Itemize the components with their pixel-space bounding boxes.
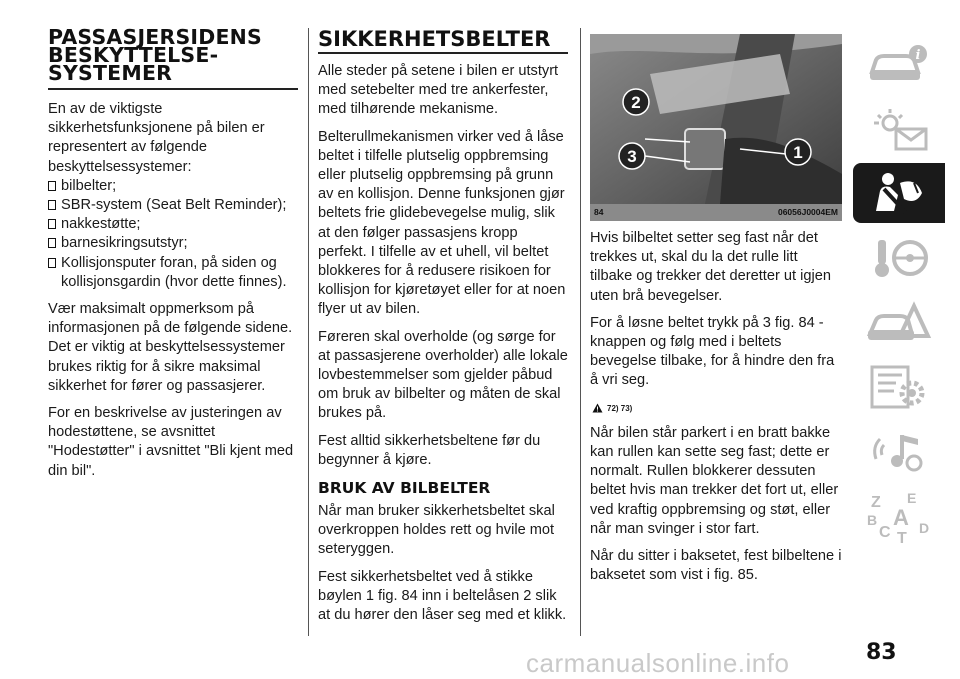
list-item: SBR-system (Seat Belt Reminder);: [48, 196, 298, 215]
protection-systems-list: [48, 177, 298, 292]
tab-starting-driving[interactable]: [853, 228, 945, 288]
watermark: carmanualsonline.info: [526, 648, 790, 678]
tab-index[interactable]: [853, 486, 945, 546]
title-underline: [48, 88, 298, 90]
warning-lights-icon: [866, 107, 932, 151]
tab-multimedia[interactable]: [853, 421, 945, 481]
chapter-sidebar: [853, 34, 945, 550]
tab-safety[interactable]: [853, 163, 945, 223]
callout-3-label: 3: [627, 147, 637, 166]
list-item: bilbelter;: [48, 177, 298, 196]
page-number: 83: [866, 640, 897, 665]
paragraph: Vær maksimalt oppmerksom på informasjonen på de følgende sidene. Det er viktig at beskyttelsessystemer brukes riktig for å sikre maksimal sikkerhet for fører og passasjerer.: [48, 301, 293, 394]
tab-warning-lights[interactable]: [853, 99, 945, 159]
figure-number: 84: [594, 206, 604, 217]
figure-caption: [590, 204, 842, 221]
index-letter: Z: [871, 493, 881, 511]
title-line: PASSASJERSIDENS: [48, 25, 262, 49]
tab-car-info[interactable]: [853, 34, 945, 94]
subsection-title-using-belts: BRUK AV BILBELTER: [318, 479, 491, 498]
index-letter: C: [879, 523, 891, 541]
paragraph: Fest sikkerhetsbeltet ved å stikke bøylen 1 fig. 84 inn i beltelåsen 2 slik at du hører den låser seg med et klikk.: [318, 568, 567, 624]
column-1: [48, 25, 298, 489]
svg-text:i: i: [915, 48, 921, 63]
warning-reference: [592, 399, 842, 418]
paragraph: Alle steder på setene i bilen er utstyrt med setebelter med tre ankerfester, med tilhørende mekanisme.: [318, 63, 559, 118]
list-item: nakkestøtte;: [48, 215, 298, 234]
emergency-icon: [866, 300, 932, 344]
paragraph: For å løsne beltet trykk på 3 fig. 84 -knappen og følg med i beltets bevegelse tilbake, for å hindre den fra å vri seg.: [590, 314, 835, 389]
callout-1-label: 1: [793, 143, 803, 162]
column-divider: [580, 28, 581, 636]
tab-maintenance[interactable]: [853, 357, 945, 417]
index-letter: A: [893, 504, 909, 530]
list-item: Kollisjonsputer foran, på siden og kollisjonsgardin (hvor dette finnes).: [48, 254, 298, 292]
title-underline: [318, 52, 568, 54]
figure-code: 06056J0004EM: [777, 206, 838, 217]
list-item: barnesikringsutstyr;: [48, 234, 298, 253]
callout-2-label: 2: [631, 93, 641, 112]
safety-icon: [866, 169, 932, 217]
paragraph: Fest alltid sikkerhetsbeltene før du begynner å kjøre.: [318, 432, 541, 468]
tab-emergency[interactable]: [853, 292, 945, 352]
title-line: BESKYTTELSE-: [48, 43, 219, 67]
multimedia-icon: [866, 429, 932, 473]
section-title-protection-systems: [48, 25, 298, 85]
car-info-icon: [866, 42, 932, 86]
warning-triangle-icon: [592, 403, 603, 413]
index-icon: [863, 489, 935, 543]
paragraph: Føreren skal overholde (og sørge for at passasjerene overholder) alle lokale lovbestemmelser som gjelder påbud om bruk av bilbelter og måten de skal brukes på.: [318, 328, 568, 422]
column-3: [590, 34, 842, 593]
index-letter: E: [907, 489, 917, 506]
starting-driving-icon: [866, 236, 932, 280]
section-title-seat-belts: SIKKERHETSBELTER: [318, 27, 551, 51]
column-divider: [308, 28, 309, 636]
index-letter: D: [919, 519, 930, 536]
paragraph: Når man bruker sikkerhetsbeltet skal overkroppen holdes rett og hvile mot seteryggen.: [318, 503, 555, 558]
column-2: [318, 28, 568, 633]
paragraph: For en beskrivelse av justeringen av hodestøttene, se avsnittet "Hodestøtter" i avsnittet "Bli kjent med din bil".: [48, 405, 294, 479]
intro-paragraph: En av de viktigste sikkerhetsfunksjonene på bilen er representert av følgende beskyttelsessystemer:: [48, 101, 265, 175]
warning-refs: 72) 73): [607, 403, 633, 413]
seat-belt-illustration: [590, 34, 842, 204]
paragraph: Belterullmekanismen virker ved å låse beltet i tilfelle plutselig oppbremsing eller plutselig oppbremsing på grunn av en kollisjon. Denne funksjonen gjør beltets frie glidebevegelse mulig, slik at den følger passasjens kropp perfekt. I tilfelle av et uhell, vil beltet blokkeres for å redusere risikoen for kollisjon for kjøretøyet eller for at noen flyer ut av bilen.: [318, 128, 566, 318]
paragraph: Når bilen står parkert i en bratt bakke kan rullen kan sette seg fast; dette er normalt. Rullen blokkerer dessuten beltet hvis man trekker det fort ut, eller ved kraftig oppbremsing og støt, eller når man svinger i stor fart.: [590, 424, 839, 537]
paragraph: Hvis bilbeltet setter seg fast når det trekkes ut, skal du la det rulle litt tilbake og trekker det deretter ut igjen uten brå bevegelser.: [590, 230, 831, 304]
figure-84-seat-belt-photo: [590, 34, 842, 204]
index-letter: T: [897, 529, 907, 543]
title-line: SYSTEMER: [48, 61, 173, 85]
maintenance-icon: [866, 363, 932, 411]
index-letter: B: [867, 511, 878, 528]
paragraph: Når du sitter i baksetet, fest bilbeltene i baksetet som vist i fig. 85.: [590, 548, 842, 584]
